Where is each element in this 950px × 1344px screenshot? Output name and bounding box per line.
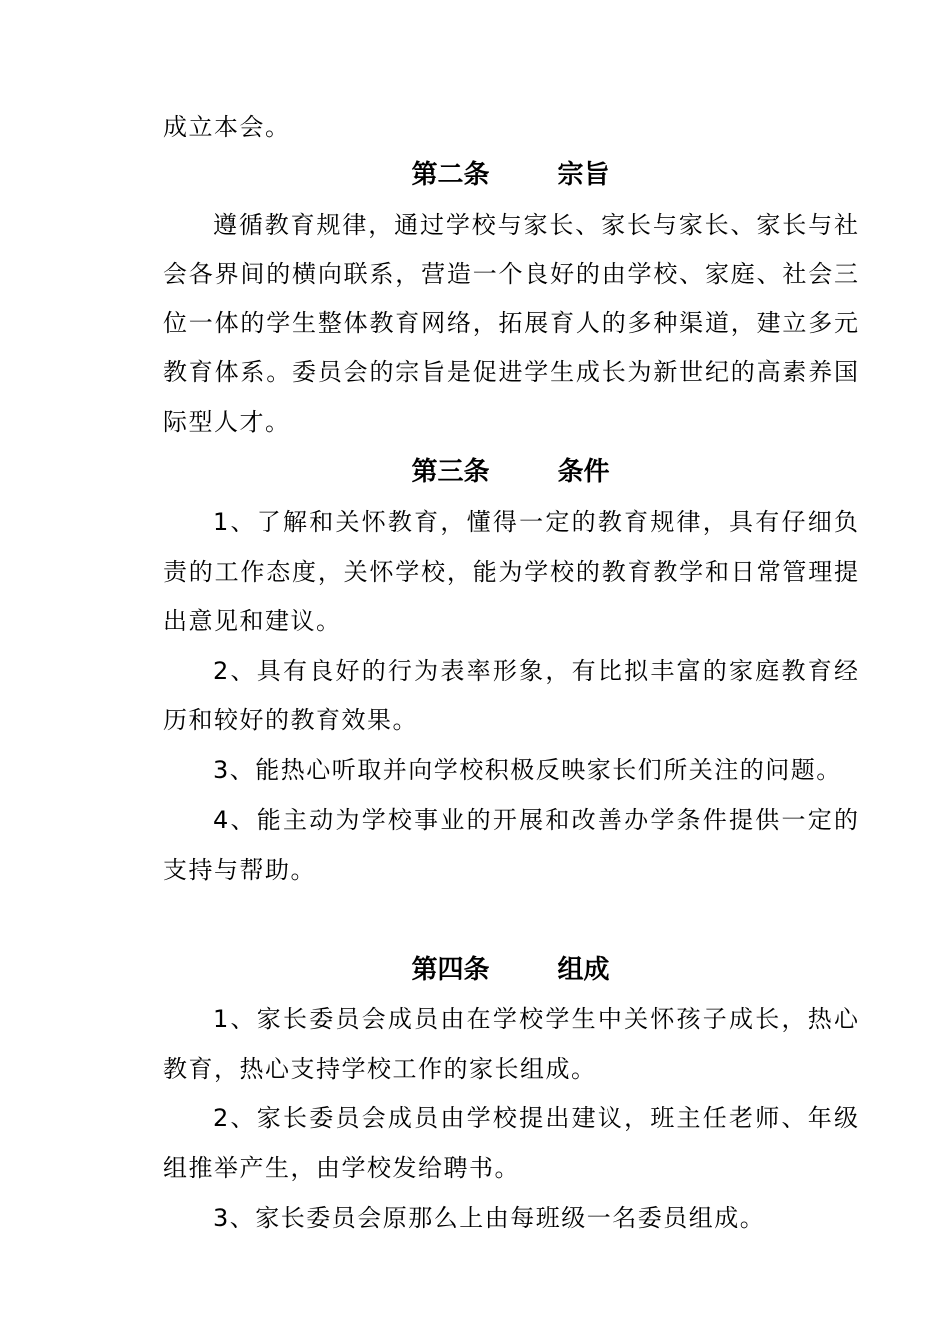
article2-number: 第二条 — [411, 160, 490, 190]
article4-item2-line-1: 2、家长委员会成员由学校提出建议，班主任老师、年级 — [213, 1104, 858, 1132]
article3-item2-line-1: 2、具有良好的行为表率形象，有比拟丰富的家庭教育经 — [213, 657, 858, 685]
article4-item1-line-2: 教育，热心支持学校工作的家长组成。 — [163, 1055, 597, 1083]
article3-item4-line-2: 支持与帮助。 — [163, 856, 316, 884]
article3-item2-line-2: 历和较好的教育效果。 — [163, 706, 418, 734]
article2-line-2: 会各界间的横向联系，营造一个良好的由学校、家庭、社会三 — [163, 260, 858, 288]
article4-item3-line-1: 3、家长委员会原那么上由每班级一名委员组成。 — [213, 1204, 766, 1232]
article4-item2-line-2: 组推举产生，由学校发给聘书。 — [163, 1154, 520, 1182]
article2-title: 宗旨 — [557, 160, 610, 190]
article3-item1-line-3: 出意见和建议。 — [163, 607, 342, 635]
article3-item1-line-1: 1、了解和关怀教育，懂得一定的教育规律，具有仔细负 — [213, 508, 858, 536]
article4-title: 组成 — [557, 955, 610, 985]
article3-number: 第三条 — [411, 457, 490, 487]
article3-item3-line-1: 3、能热心听取并向学校积极反映家长们所关注的问题。 — [213, 756, 842, 784]
article4-heading — [163, 945, 858, 995]
article1-tail-line: 成立本会。 — [163, 113, 291, 141]
article4-item1-line-1: 1、家长委员会成员由在学校学生中关怀孩子成长，热心 — [213, 1005, 858, 1033]
article3-title: 条件 — [557, 457, 610, 487]
article4-number: 第四条 — [411, 955, 490, 985]
article2-line-3: 位一体的学生整体教育网络，拓展育人的多种渠道，建立多元 — [163, 309, 858, 337]
article3-item1-line-2: 责的工作态度，关怀学校，能为学校的教育教学和日常管理提 — [163, 558, 858, 586]
article2-heading — [163, 150, 858, 200]
article3-heading — [163, 447, 858, 497]
article2-line-5: 际型人才。 — [163, 408, 291, 436]
article2-line-4: 教育体系。委员会的宗旨是促进学生成长为新世纪的高素养国 — [163, 358, 858, 386]
article2-line-1: 遵循教育规律，通过学校与家长、家长与家长、家长与社 — [213, 211, 858, 239]
article3-item4-line-1: 4、能主动为学校事业的开展和改善办学条件提供一定的 — [213, 806, 858, 834]
